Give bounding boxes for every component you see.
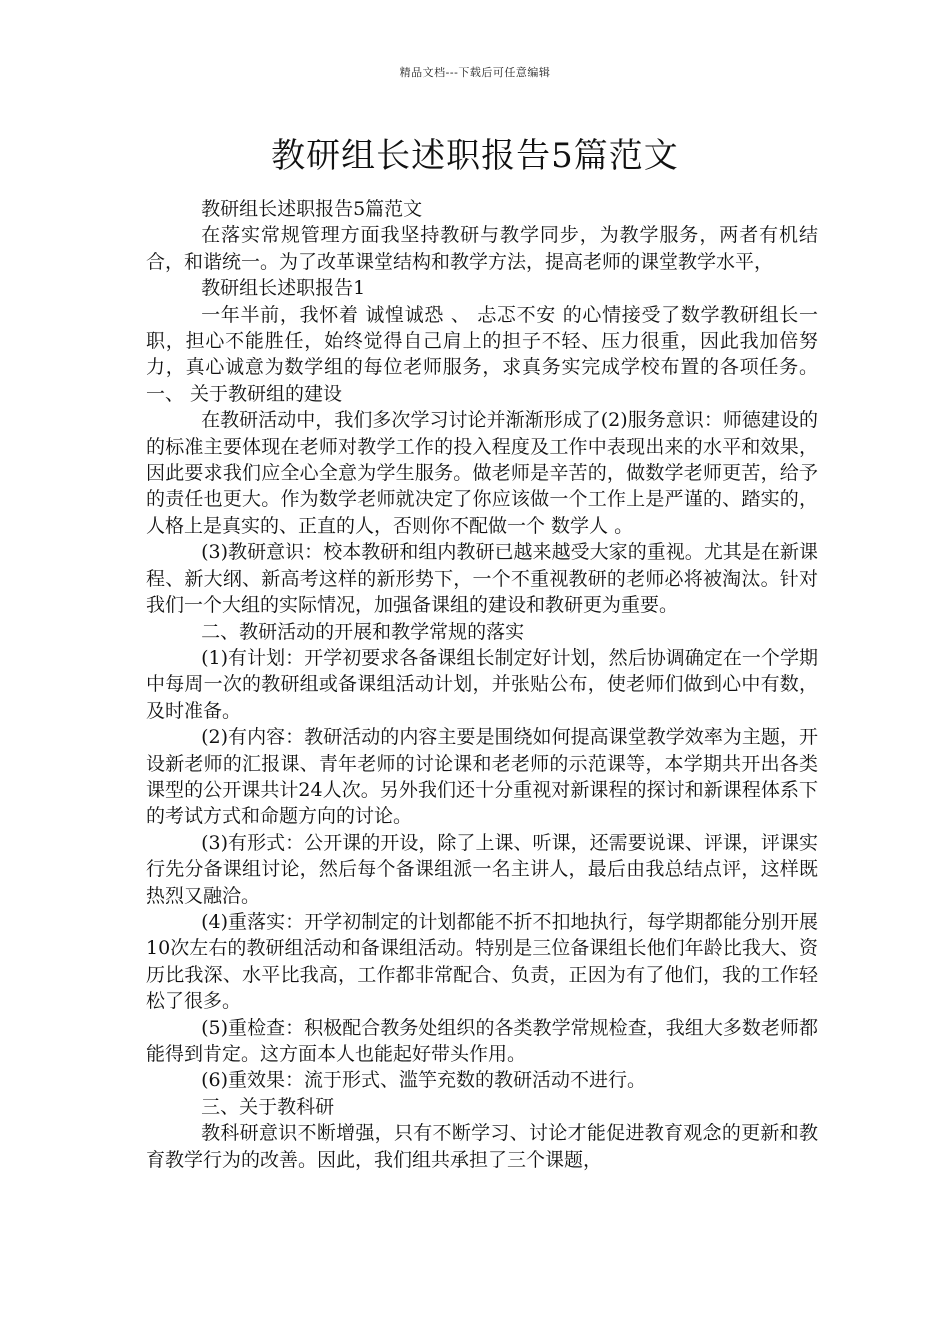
section-heading: 三、关于教科研 xyxy=(201,1095,335,1118)
paragraph-subtitle: 教研组长述职报告5篇范文 xyxy=(201,198,423,220)
paragraph: 一年半前，我怀着 诚惶诚恐 、 忐忑不安 的心情接受了数学教研组长一职，担心不能胜任，始终觉得自己肩上的担子不轻、压力很重，因此我加倍努力，真心诚意为数学组的每位老师服务，求真务实完成学校布置的各项任务。一、 关于教研组的建设 xyxy=(146,303,818,405)
paragraph-intro: 在落实常规管理方面我坚持教研与教学同步，为教学服务，两者有机结合，和谐统一。为了改革课堂结构和教学方法，提高老师的课堂教学水平， xyxy=(146,224,818,273)
paragraph: (3)教研意识：校本教研和组内教研已越来越受大家的重视。尤其是在新课程、新大纲、新高考这样的新形势下，一个不重视教研的老师必将被淘汰。针对我们一个大组的实际情况，加强备课组的建设和教研更为重要。 xyxy=(146,541,818,617)
paragraph: (5)重检查：积极配合教务处组织的各类教学常规检查，我组大多数老师都能得到肯定。这方面本人也能起好带头作用。 xyxy=(146,1016,818,1065)
paragraph: 在教研活动中，我们多次学习讨论并渐渐形成了(2)服务意识：师德建设的的标准主要体现在老师对教学工作的投入程度及工作中表现出来的水平和效果，因此要求我们应全心全意为学生服务。做老师是辛苦的，做数学老师更苦，给予的责任也更大。作为数学老师就决定了你应该做一个工作上是严谨的、踏实的，人格上是真实的、正直的人，否则你不配做一个 数学人 。 xyxy=(146,409,818,537)
paragraph: 教科研意识不断增强，只有不断学习、讨论才能促进教育观念的更新和教育教学行为的改善。因此，我们组共承担了三个课题， xyxy=(146,1122,818,1171)
document-title: 教研组长述职报告5篇范文 xyxy=(271,136,679,176)
section-heading: 二、教研活动的开展和教学常规的落实 xyxy=(201,620,525,643)
paragraph: (1)有计划：开学初要求各备课组长制定好计划，然后协调确定在一个学期中每周一次的教研组或备课组活动计划，并张贴公布，使老师们做到心中有数，及时准备。 xyxy=(146,646,818,722)
header-note: 精品文档---下载后可任意编辑 xyxy=(399,66,551,79)
paragraph: (2)有内容：教研活动的内容主要是围绕如何提高课堂教学效率为主题，开设新老师的汇报课、青年老师的讨论课和老老师的示范课等，本学期共开出各类课型的公开课共计24人次。另外我们还十分重视对新课程的探讨和新课程体系下的考试方式和命题方向的讨论。 xyxy=(146,726,818,828)
paragraph: (6)重效果：流于形式、滥竽充数的教研活动不进行。 xyxy=(201,1069,647,1092)
document-body xyxy=(146,196,818,1173)
paragraph: (4)重落实：开学初制定的计划都能不折不扣地执行，每学期都能分别开展10次左右的教研组活动和备课组活动。特别是三位备课组长他们年龄比我大、资历比我深、水平比我高，工作都非常配合、负责，正因为有了他们，我的工作轻松了很多。 xyxy=(146,910,818,1013)
paragraph-report-heading: 教研组长述职报告1 xyxy=(201,277,366,300)
paragraph: (3)有形式：公开课的开设，除了上课、听课，还需要说课、评课，评课实行先分备课组讨论，然后每个备课组派一名主讲人，最后由我总结点评，这样既热烈又融洽。 xyxy=(146,831,818,907)
